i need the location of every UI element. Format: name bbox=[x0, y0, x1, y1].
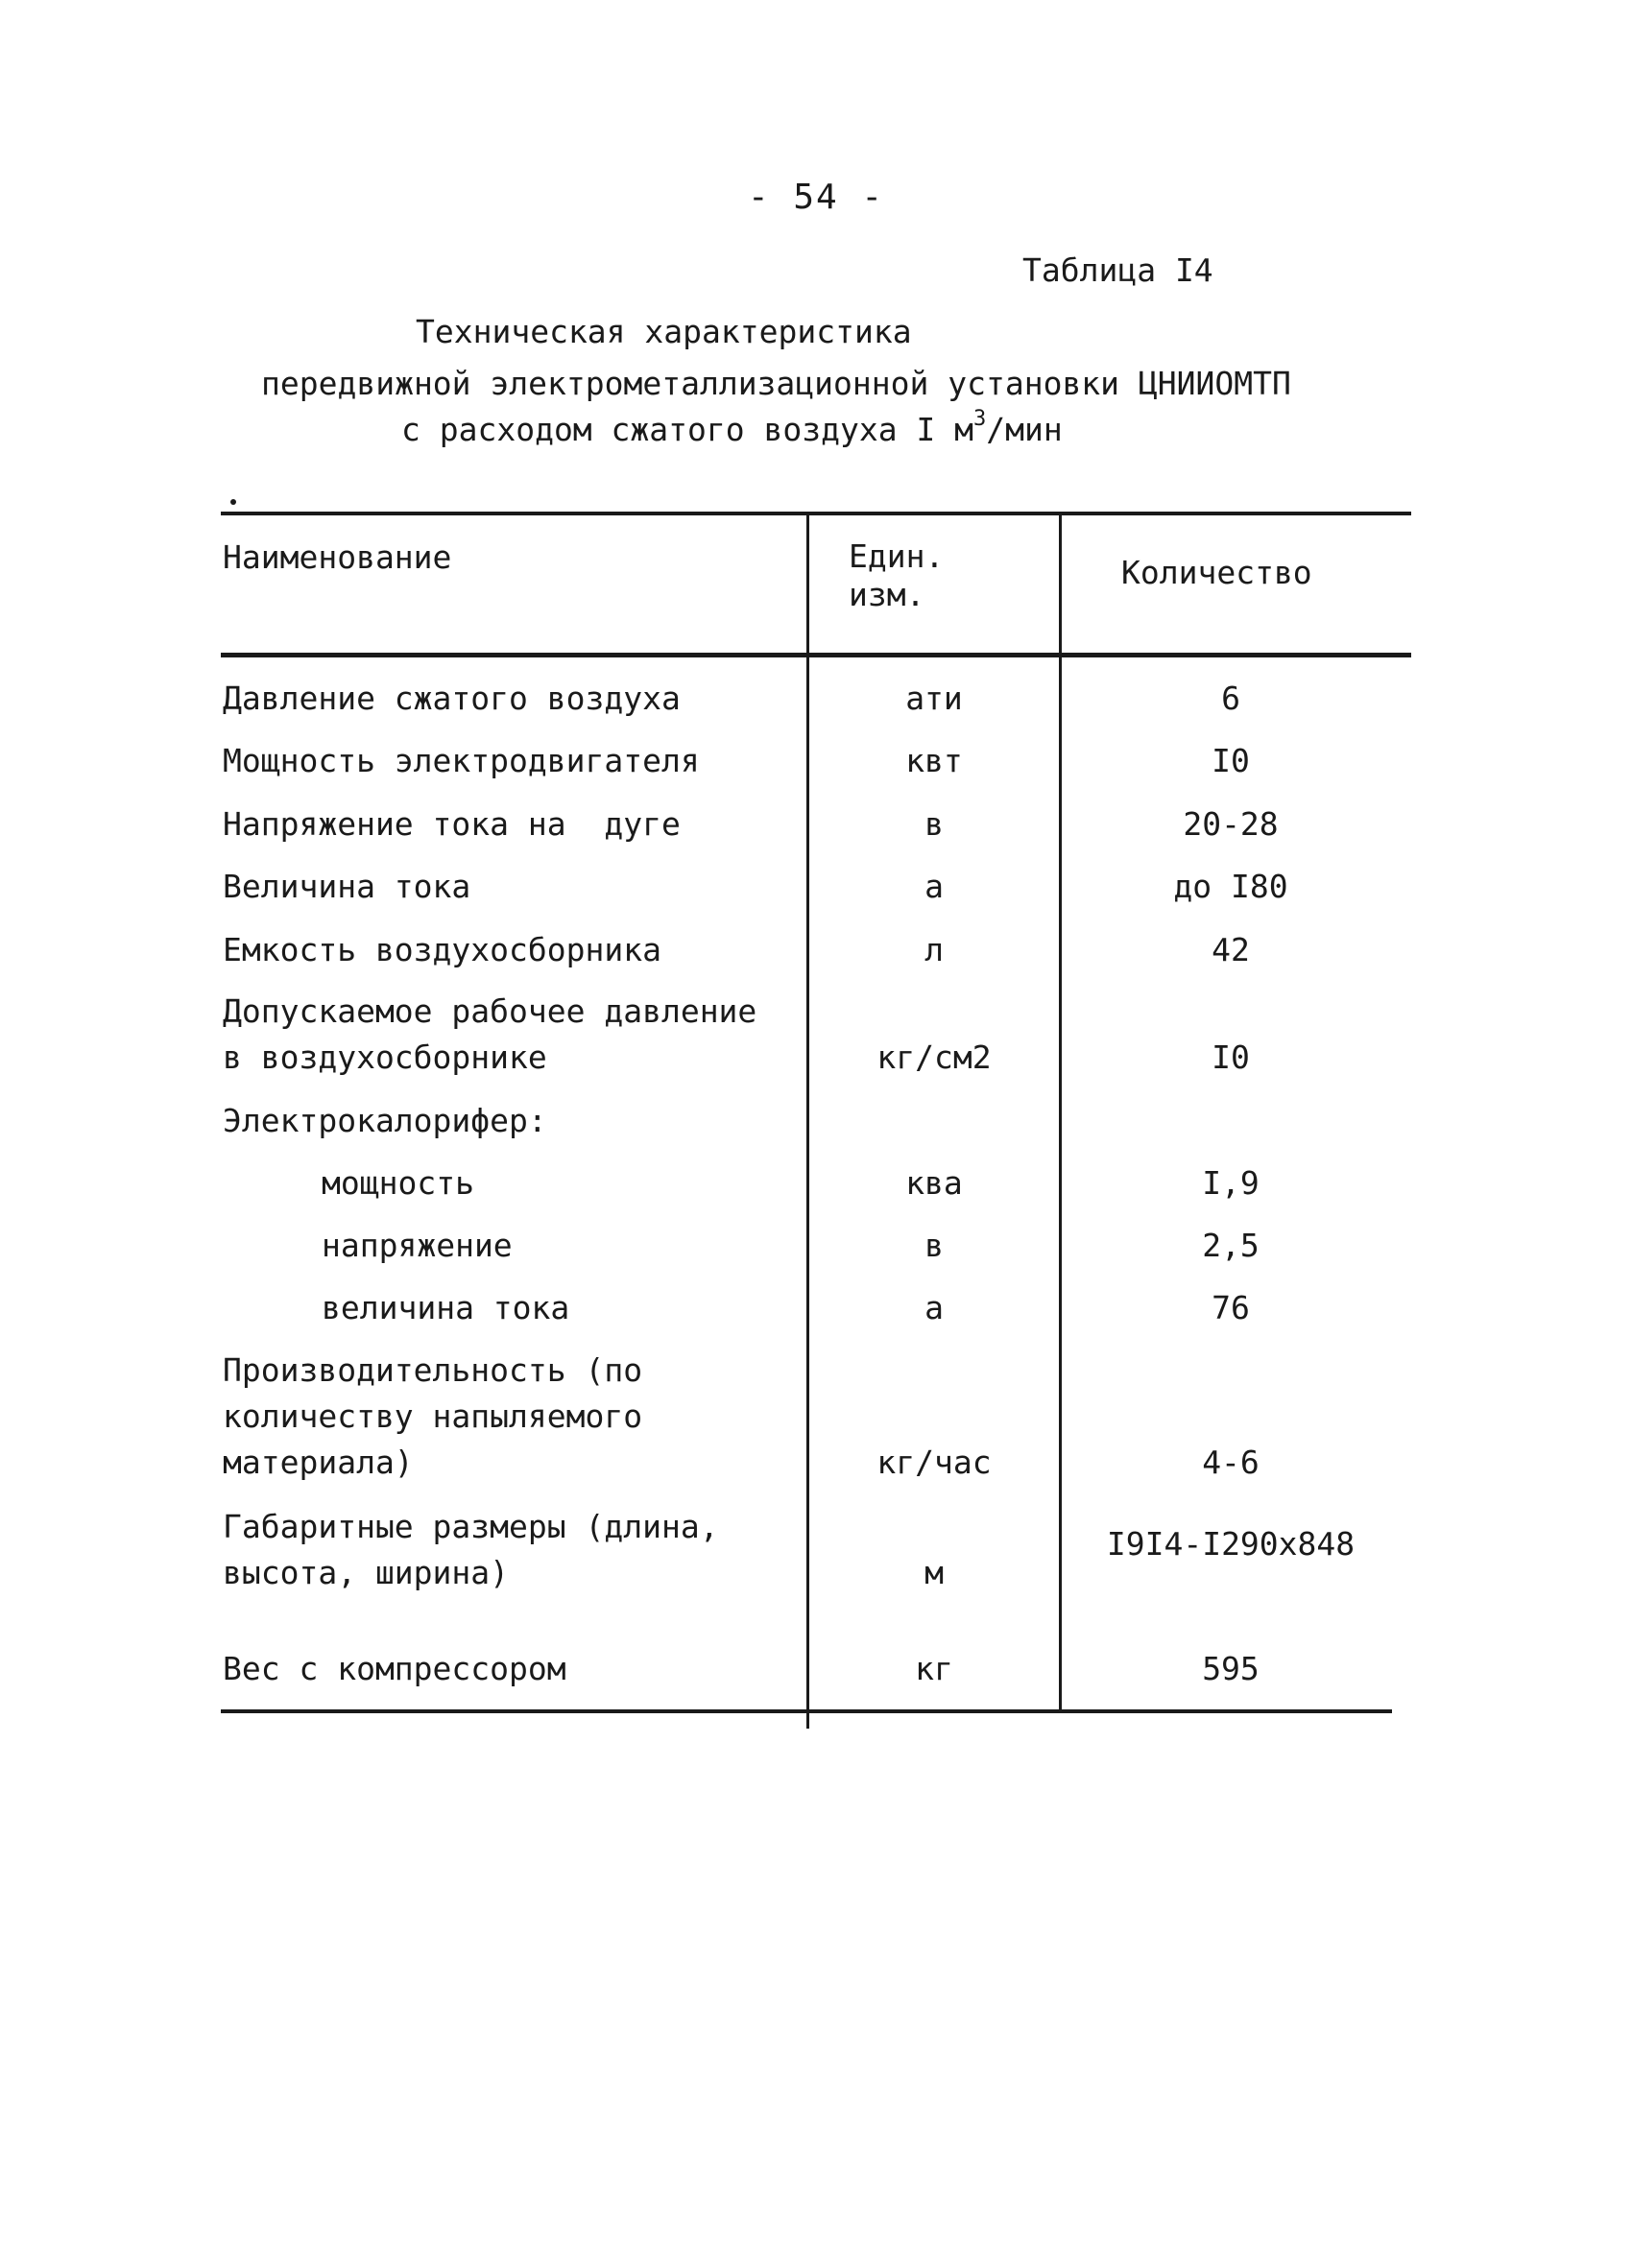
table-header-rule bbox=[221, 653, 1411, 657]
row-quantity: 4-6 bbox=[1202, 1444, 1260, 1481]
header-name: Наименование bbox=[223, 538, 452, 576]
row-name: Вес с компрессором bbox=[223, 1650, 566, 1687]
caption-superscript: 3 bbox=[973, 407, 987, 431]
row-unit: кг/час bbox=[876, 1444, 992, 1481]
row-name-line-2: количеству напыляемого bbox=[223, 1397, 643, 1435]
row-name-line-3: материала) bbox=[223, 1444, 414, 1481]
caption-line-3 bbox=[401, 407, 1063, 448]
row-unit: квт bbox=[905, 742, 963, 779]
row-unit: ква bbox=[905, 1164, 963, 1202]
table-label: Таблица I4 bbox=[1022, 251, 1213, 289]
row-unit: в bbox=[924, 1227, 944, 1264]
group-heading: Электрокалорифер: bbox=[223, 1102, 547, 1139]
caption-line-2: передвижной электрометаллизационной установки ЦНИИОМТП bbox=[261, 365, 1291, 402]
row-unit: кг bbox=[915, 1650, 953, 1687]
row-name: величина тока bbox=[322, 1289, 570, 1326]
row-quantity: 42 bbox=[1212, 931, 1250, 968]
header-quantity: Количество bbox=[1121, 554, 1312, 591]
row-quantity: 20-28 bbox=[1183, 805, 1279, 843]
row-unit: а bbox=[924, 868, 944, 905]
row-quantity: I0 bbox=[1212, 1039, 1250, 1076]
row-quantity: 6 bbox=[1221, 680, 1240, 717]
row-quantity: 76 bbox=[1212, 1289, 1250, 1326]
row-name-line-2: в воздухосборнике bbox=[223, 1039, 547, 1076]
row-name: напряжение bbox=[322, 1227, 513, 1264]
row-unit: м bbox=[924, 1554, 944, 1591]
row-quantity: I0 bbox=[1212, 742, 1250, 779]
caption-line-3-prefix: с расходом сжатого воздуха I м bbox=[401, 411, 974, 448]
row-name-line-1: Допускаемое рабочее давление bbox=[223, 992, 757, 1030]
row-quantity: I,9 bbox=[1202, 1164, 1260, 1202]
row-name-line-1: Габаритные размеры (длина, bbox=[223, 1508, 719, 1545]
row-unit: а bbox=[924, 1289, 944, 1326]
row-quantity: 595 bbox=[1202, 1650, 1260, 1687]
header-unit-line-1: Един. bbox=[849, 537, 945, 575]
row-name: Емкость воздухосборника bbox=[223, 931, 661, 968]
row-name-line-2: высота, ширина) bbox=[223, 1554, 510, 1591]
row-name: Величина тока bbox=[223, 868, 471, 905]
row-name: Мощность электродвигателя bbox=[223, 742, 700, 779]
row-unit: в bbox=[924, 805, 944, 843]
caption-line-3-suffix: /мин bbox=[986, 411, 1063, 448]
row-quantity: I9I4-I290x848 bbox=[1106, 1525, 1356, 1563]
header-unit bbox=[849, 537, 944, 614]
row-name: Давление сжатого воздуха bbox=[223, 680, 681, 717]
stray-dot bbox=[230, 499, 236, 505]
row-quantity: до I80 bbox=[1173, 868, 1288, 905]
row-quantity: 2,5 bbox=[1202, 1227, 1260, 1264]
caption-line-1: Техническая характеристика bbox=[416, 313, 912, 350]
row-unit: л bbox=[924, 931, 944, 968]
header-unit-line-2: изм. bbox=[849, 576, 925, 613]
page-number: - 54 - bbox=[747, 178, 885, 217]
table-top-rule bbox=[221, 512, 1411, 515]
row-name: мощность bbox=[322, 1164, 474, 1202]
row-unit: кг/см2 bbox=[876, 1039, 992, 1076]
row-name-line-1: Производительность (по bbox=[223, 1351, 643, 1389]
row-name: Напряжение тока на дуге bbox=[223, 805, 681, 843]
row-unit: ати bbox=[905, 680, 963, 717]
